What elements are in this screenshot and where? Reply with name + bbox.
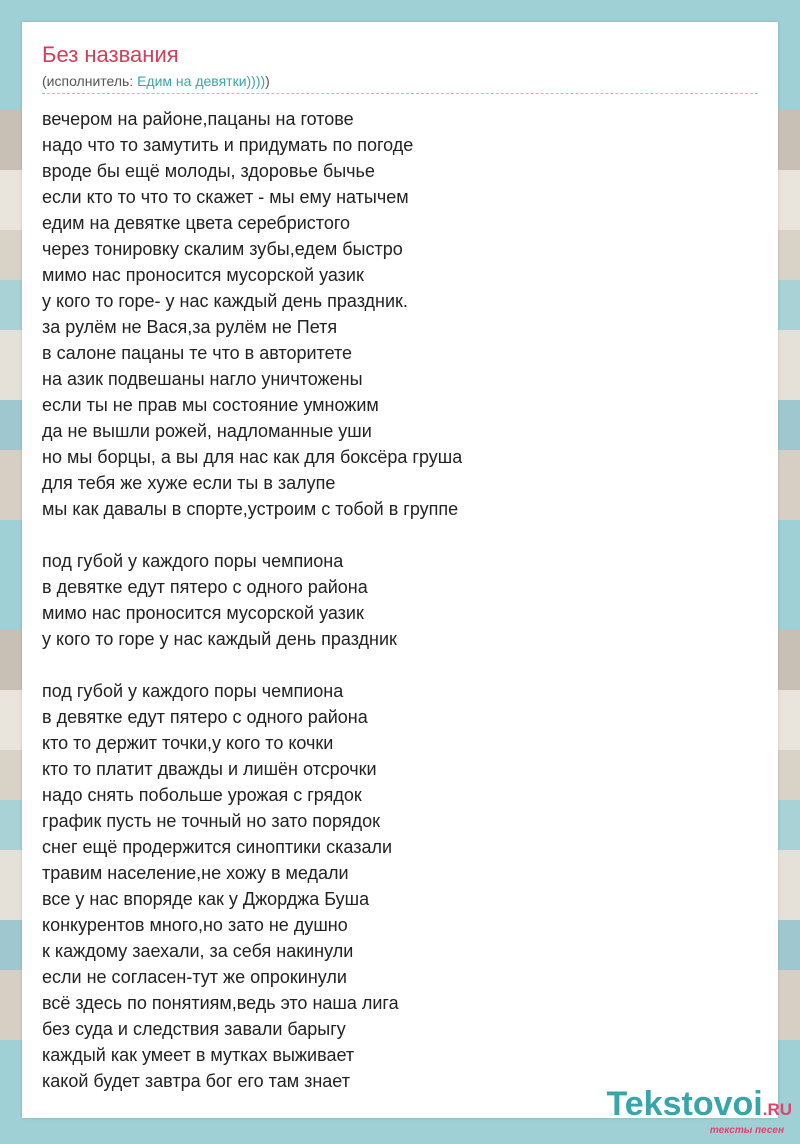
lyric-line: мимо нас проносится мусорской уазик <box>42 265 364 285</box>
lyric-line: травим население,не хожу в медали <box>42 863 349 883</box>
artist-prefix: (исполнитель: <box>42 73 138 89</box>
divider <box>42 93 758 94</box>
lyric-line: через тонировку скалим зубы,едем быстро <box>42 239 403 259</box>
lyric-line: снег ещё продержится синоптики сказали <box>42 837 393 857</box>
lyric-line: для тебя же хуже если ты в залупе <box>42 473 336 493</box>
site-logo[interactable] <box>607 1087 792 1136</box>
artist-line <box>42 72 270 90</box>
lyric-line: надо снять побольше урожая с грядок <box>42 785 362 805</box>
lyric-line: если кто то что то скажет - мы ему натычем <box>42 187 409 207</box>
lyric-line: вроде бы ещё молоды, здоровье бычье <box>42 161 375 181</box>
lyric-line: кто то платит дважды и лишён отсрочки <box>42 759 377 779</box>
lyric-line: если ты не прав мы состояние умножим <box>42 395 379 415</box>
lyrics-sheet <box>22 22 778 1118</box>
lyric-line: под губой у каждого поры чемпиона <box>42 681 344 701</box>
lyrics-body <box>42 106 758 1094</box>
stanza-break <box>42 652 758 678</box>
lyric-line: на азик подвешаны нагло уничтожены <box>42 369 363 389</box>
lyric-line: у кого то горе- у нас каждый день праздник. <box>42 291 408 311</box>
lyric-line: к каждому заехали, за себя накинули <box>42 941 354 961</box>
lyric-line: но мы борцы, а вы для нас как для боксёра груша <box>42 447 463 467</box>
lyric-line: да не вышли рожей, надломанные уши <box>42 421 372 441</box>
lyric-line: конкурентов много,но зато не душно <box>42 915 348 935</box>
lyric-line: если не согласен-тут же опрокинули <box>42 967 347 987</box>
lyric-line: какой будет завтра бог его там знает <box>42 1071 350 1091</box>
lyric-line: под губой у каждого поры чемпиона <box>42 551 344 571</box>
lyric-line: график пусть не точный но зато порядок <box>42 811 380 831</box>
logo-domain-suffix: .RU <box>762 1100 792 1119</box>
stanza-break <box>42 522 758 548</box>
lyric-line: все у нас впоряде как у Джорджа Буша <box>42 889 370 909</box>
lyric-line: надо что то замутить и придумать по погоде <box>42 135 414 155</box>
lyric-line: в салоне пацаны те что в авторитете <box>42 343 353 363</box>
logo-tagline: тексты песен <box>709 1125 784 1136</box>
lyric-line: всё здесь по понятиям,ведь это наша лига <box>42 993 399 1013</box>
lyric-line: мимо нас проносится мусорской уазик <box>42 603 364 623</box>
lyric-line: за рулём не Вася,за рулём не Петя <box>42 317 338 337</box>
lyric-line: мы как давалы в спорте,устроим с тобой в группе <box>42 499 459 519</box>
lyric-line: в девятке едут пятеро с одного района <box>42 577 368 597</box>
lyric-line: без суда и следствия завали барыгу <box>42 1019 346 1039</box>
lyric-line: у кого то горе у нас каждый день праздник <box>42 629 397 649</box>
lyric-line: едим на девятке цвета серебристого <box>42 213 351 233</box>
artist-suffix: ) <box>265 73 270 89</box>
logo-text: Tekstovoi <box>606 1085 763 1123</box>
lyric-line: вечером на районе,пацаны на готове <box>42 109 354 129</box>
lyric-line: кто то держит точки,у кого то кочки <box>42 733 334 753</box>
lyric-line: каждый как умеет в мутках выживает <box>42 1045 355 1065</box>
artist-link[interactable]: Едим на девятки)))) <box>137 73 266 89</box>
lyric-line: в девятке едут пятеро с одного района <box>42 707 368 727</box>
song-title: Без названия <box>42 42 179 67</box>
